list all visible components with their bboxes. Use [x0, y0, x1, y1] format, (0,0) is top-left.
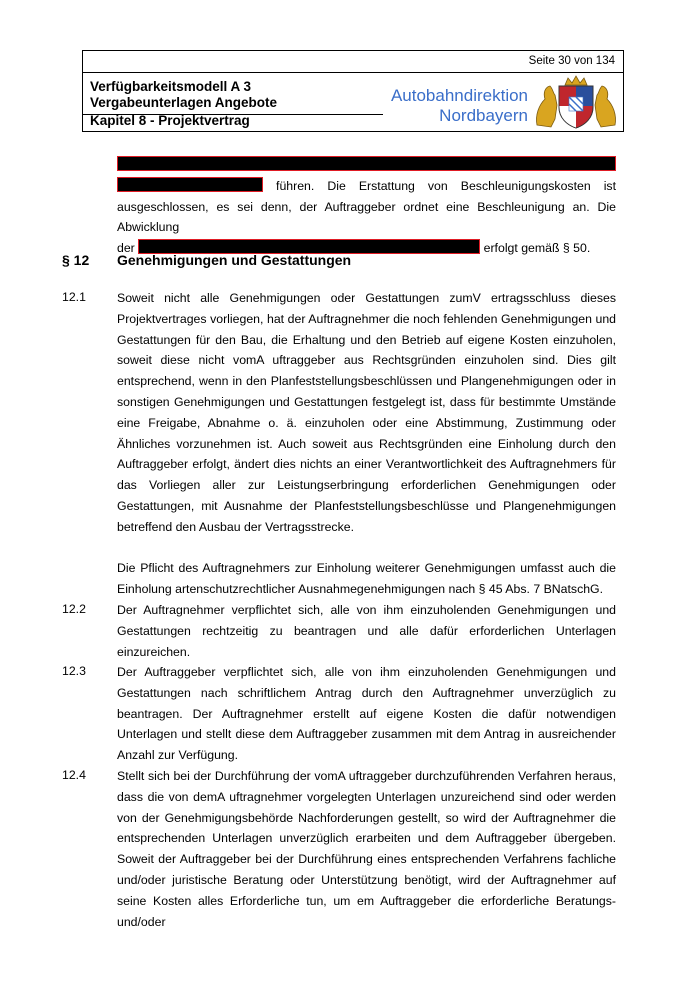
section-title: Genehmigungen und Gestattungen	[117, 252, 352, 268]
intro-line-4-suffix: erfolgt gemäß § 50.	[483, 241, 591, 256]
section-number: § 12	[62, 252, 90, 268]
clause-text-continued: Die Pflicht des Auftragnehmers zur Einholung weiterer Genehmigungen umfasst auch die Einholung artenschutzrechtlicher Ausnahmegenehmigungen nach § 45 Abs. 7 BNatschG.	[117, 561, 616, 597]
clause-12-2	[117, 600, 616, 662]
clause-text: Soweit nicht alle Genehmigungen oder Gestattungen zumV ertragsschluss dieses Projektvertrages vorliegen, hat der Auftragnehmer die noch fehlenden Genehmigungen und Gestattungen für den Bau, die Erhaltung und den Betrieb auf eigene Kosten einzuholen, soweit diese nicht vomA uftraggeber aus Rechtsgründen einzuholen sind. Dies gilt entsprechend, wenn in den Planfeststellungsbeschlüssen und Plangenehmigungen oder in sonstigen Genehmigungen und Gestattungen festgelegt ist, dass für bestimmte Umstände eine Freigabe, Abnahme o. ä. einzuholen oder eine Abstimmung, Zustimmung oder Ähnliches vorzunehmen ist. Auch soweit aus Rechtsgründen eine Einholung durch den Auftraggeber erfolgt, ändert dies nichts an einer Verantwortlichkeit des Auftragnehmers für das Vorliegen aller zur Leistungserbringung erforderlichen Genehmigungen oder Gestattungen, mit Ausnahme der Planfeststellungsbeschlüsse und Plangenehmigungen betreffend den Ausbau der Vertragsstrecke.	[117, 291, 616, 534]
intro-line-3: ausgeschlossen, es sei denn, der Auftraggeber ordnet eine Beschleunigung an. Die Abwicklung	[117, 199, 616, 235]
clause-12-4	[117, 766, 616, 932]
title-line-3: Kapitel 8 - Projektvertrag	[90, 113, 250, 128]
header-divider	[83, 114, 383, 115]
clause-text: Der Auftragnehmer verpflichtet sich, alle von ihm einzuholenden Genehmigungen und Gestattungen rechtzeitig zu beantragen und alle dafür erforderlichen Unterlagen einzureichen.	[117, 603, 616, 659]
title-line-2: Vergabeunterlagen Angebote	[90, 95, 278, 110]
clause-number: 12.3	[62, 664, 86, 678]
clause-text: Stellt sich bei der Durchführung der vomA uftraggeber durchzuführenden Verfahren heraus, dass die von demA uftragnehmer vorgelegten Unterlagen unzureichend sind oder werden von der Genehmigungsbehörde Nachforderungen gestellt, so wird der Auftragnehmer die entsprechenden Unterlagen unverzüglich erarbeiten und dem Auftraggeber übergeben. Soweit der Auftraggeber bei der Durchführung eines entsprechenden Verfahrens fachliche und/oder juristische Beratung oder Unterstützung benötigt, wird der Auftragnehmer auf seine Kosten alles Erforderliche tun, um em Auftraggeber die erforderliche Beratungs- und/oder	[117, 769, 616, 929]
title-line-1: Verfügbarkeitsmodell A 3	[90, 79, 252, 94]
clause-number: 12.1	[62, 290, 86, 304]
clause-number: 12.2	[62, 602, 86, 616]
brand-line-1: Autobahndirektion	[390, 86, 528, 105]
clause-number: 12.4	[62, 768, 86, 782]
document-header	[82, 50, 624, 132]
document-titles	[90, 79, 277, 129]
clause-text: Der Auftraggeber verpflichtet sich, alle von ihm einzuholenden Genehmigungen und Gestattungen nach schriftlichem Antrag durch den Auftragnehmer unverzüglich zu beantragen. Der Auftragnehmer erstellt auf eigene Kosten die dafür notwendigen Unterlagen und stellt diese dem Auftraggeber zusammen mit dem Antrag in ausreichender Anzahl zur Verfügung.	[117, 665, 616, 763]
coat-of-arms-icon	[531, 75, 621, 130]
page-number: Seite 30 von 134	[83, 51, 623, 73]
intro-line-2: führen. Die Erstattung von Beschleunigungskosten ist	[276, 178, 616, 193]
clause-12-1	[117, 288, 616, 600]
redacted-block	[117, 177, 263, 192]
brand-line-2: Nordbayern	[439, 106, 528, 125]
redacted-block	[117, 156, 616, 171]
intro-line-4-prefix: der	[117, 241, 135, 256]
intro-paragraph	[117, 155, 616, 259]
section-heading	[62, 252, 352, 268]
brand-name	[388, 86, 528, 126]
clause-12-3	[117, 662, 616, 766]
